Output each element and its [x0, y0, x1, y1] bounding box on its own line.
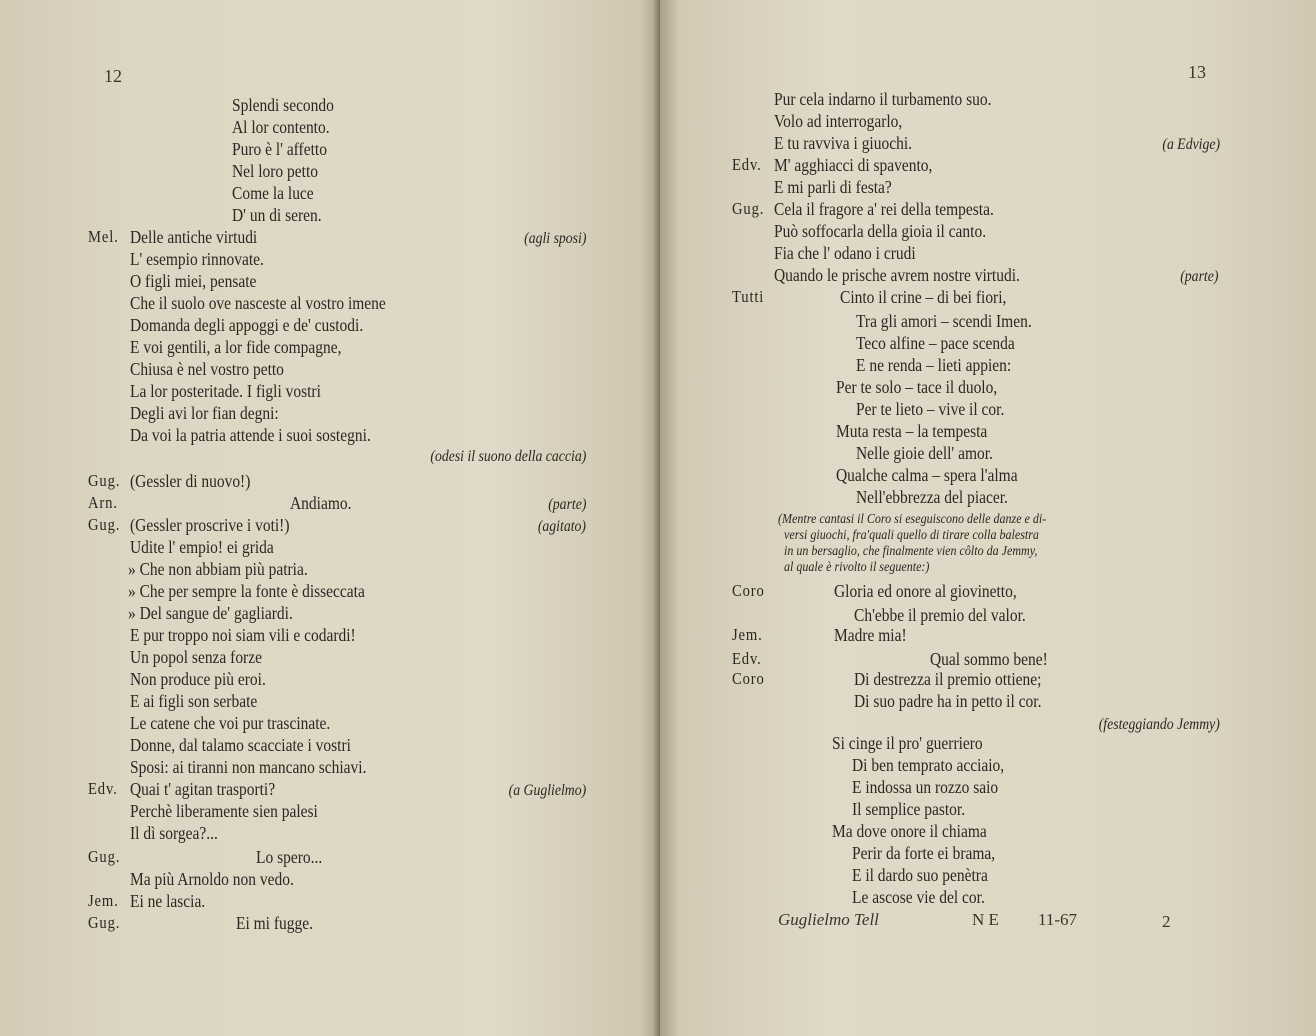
verse-line: Un popol senza forze: [130, 647, 262, 667]
verse-line: Il semplice pastor.: [852, 799, 966, 819]
verse-line: Di suo padre ha in petto il cor.: [854, 691, 1042, 711]
verse-line: Puro è l' affetto: [232, 139, 327, 159]
verse-line: Come la luce: [232, 183, 314, 203]
verse-line: Gloria ed onore al giovinetto,: [834, 581, 1017, 601]
verse-line: E mi parli di festa?: [774, 177, 892, 197]
verse-line: Nell'ebbrezza del piacer.: [856, 487, 1008, 507]
verse-line: (Gessler proscrive i voti!): [130, 515, 290, 535]
stage-direction-line: (Mentre cantasi il Coro si eseguiscono delle danze e di-: [778, 512, 1047, 527]
speaker-label: Tutti: [732, 287, 765, 306]
verse-line: Ei ne lascia.: [130, 891, 206, 911]
verse-line: Nel loro petto: [232, 161, 318, 181]
verse-line: Donne, dal talamo scacciate i vostri: [130, 735, 351, 755]
verse-line: Le ascose vie del cor.: [852, 887, 985, 907]
speaker-label: Jem.: [88, 891, 119, 910]
verse-line: Non produce più eroi.: [130, 669, 266, 689]
speaker-label: Edv.: [732, 155, 762, 174]
verse-line: » Che per sempre la fonte è disseccata: [128, 581, 365, 601]
footer-code: N E: [972, 910, 999, 929]
verse-line: » Che non abbiam più patria.: [128, 559, 308, 579]
verse-line: O figli miei, pensate: [130, 271, 257, 291]
verse-line: Volo ad interrogarlo,: [774, 111, 903, 131]
speaker-label: Gug.: [88, 515, 121, 534]
speaker-label: Coro: [732, 581, 765, 600]
speaker-label: Gug.: [88, 847, 121, 866]
verse-line: Cinto il crine – di bei fiori,: [840, 287, 1007, 307]
stage-direction: (a Edvige): [1162, 136, 1220, 153]
verse-line: Ei mi fugge.: [236, 913, 313, 933]
verse-line: Muta resta – la tempesta: [836, 421, 988, 441]
verse-line: Di ben temprato acciaio,: [852, 755, 1005, 775]
stage-direction-line: in un bersaglio, che finalmente vien côlto da Jemmy,: [784, 544, 1038, 559]
stage-direction: (agitato): [537, 518, 586, 535]
verse-line: (Gessler di nuovo!): [130, 471, 251, 491]
verse-line: Ch'ebbe il premio del valor.: [854, 605, 1026, 625]
verse-line: Per te lieto – vive il cor.: [856, 399, 1005, 419]
speaker-label: Gug.: [88, 471, 121, 490]
footer-number: 11-67: [1038, 910, 1078, 929]
speaker-label: Coro: [732, 669, 765, 688]
stage-direction: (parte): [1179, 268, 1218, 285]
verse-line: Può soffocarla della gioia il canto.: [774, 221, 987, 241]
stage-direction: (parte): [547, 496, 586, 513]
verse-line: E ai figli son serbate: [130, 691, 258, 711]
verse-line: E ne renda – lieti appien:: [856, 355, 1012, 375]
verse-line: Perir da forte ei brama,: [852, 843, 996, 863]
stage-direction: (agli sposi): [523, 230, 586, 247]
verse-line: E indossa un rozzo saio: [852, 777, 999, 797]
speaker-label: Arn.: [88, 493, 118, 512]
verse-line: M' agghiacci di spavento,: [774, 155, 933, 175]
verse-line: Delle antiche virtudi: [130, 227, 258, 247]
verse-line: Teco alfine – pace scenda: [856, 333, 1015, 353]
verse-line: Quando le prische avrem nostre virtudi.: [774, 265, 1020, 285]
page-number: 13: [1188, 62, 1206, 82]
verse-line: Splendi secondo: [232, 95, 334, 115]
verse-line: Qual sommo bene!: [930, 649, 1048, 669]
verse-line: Lo spero...: [256, 847, 323, 867]
verse-line: Che il suolo ove nasceste al vostro imene: [130, 293, 386, 313]
verse-line: Il dì sorgea?...: [130, 823, 218, 843]
speaker-label: Jem.: [732, 625, 763, 644]
stage-direction-line: versi giuochi, fra'quali quello di tirare colla balestra: [784, 528, 1039, 543]
footer-signature: 2: [1162, 912, 1171, 931]
verse-line: Ma dove onore il chiama: [832, 821, 987, 841]
verse-line: Andiamo.: [290, 493, 352, 513]
verse-line: Madre mia!: [834, 625, 907, 645]
verse-line: Domanda degli appoggi e de' custodi.: [130, 315, 364, 335]
stage-direction: (a Guglielmo): [508, 782, 586, 799]
verse-line: » Del sangue de' gagliardi.: [128, 603, 293, 623]
right-page: [660, 0, 1316, 1036]
verse-line: Perchè liberamente sien palesi: [130, 801, 318, 821]
footer-title: Guglielmo Tell: [778, 910, 879, 929]
stage-direction-line: al quale è rivolto il seguente:): [784, 560, 930, 575]
verse-line: D' un di seren.: [232, 205, 322, 225]
stage-direction: (odesi il suono della caccia): [430, 448, 586, 465]
verse-line: Di destrezza il premio ottiene;: [854, 669, 1042, 689]
speaker-label: Gug.: [88, 913, 121, 932]
verse-line: Per te solo – tace il duolo,: [836, 377, 998, 397]
verse-line: Le catene che voi pur trascinate.: [130, 713, 331, 733]
verse-line: Pur cela indarno il turbamento suo.: [774, 89, 992, 109]
page-number: 12: [104, 66, 122, 86]
verse-line: Ma più Arnoldo non vedo.: [130, 869, 294, 889]
verse-line: Cela il fragore a' rei della tempesta.: [774, 199, 994, 219]
verse-line: E il dardo suo penètra: [852, 865, 988, 885]
speaker-label: Gug.: [732, 199, 765, 218]
verse-line: Degli avi lor fian degni:: [130, 403, 279, 423]
stage-direction: (festeggiando Jemmy): [1098, 716, 1220, 733]
verse-line: Fia che l' odano i crudi: [774, 243, 916, 263]
speaker-label: Edv.: [88, 779, 118, 798]
verse-line: Udite l' empio! ei grida: [130, 537, 274, 557]
verse-line: E pur troppo noi siam vili e codardi!: [130, 625, 356, 645]
verse-line: L' esempio rinnovate.: [130, 249, 264, 269]
verse-line: E tu ravviva i giuochi.: [774, 133, 913, 153]
verse-line: La lor posteritade. I figli vostri: [130, 381, 321, 401]
verse-line: Tra gli amori – scendi Imen.: [856, 311, 1032, 331]
verse-line: Si cinge il pro' guerriero: [832, 733, 983, 753]
verse-line: E voi gentili, a lor fide compagne,: [130, 337, 342, 357]
verse-line: Nelle gioie dell' amor.: [856, 443, 993, 463]
verse-line: Quai t' agitan trasporti?: [130, 779, 276, 799]
verse-line: Da voi la patria attende i suoi sostegni.: [130, 425, 371, 445]
verse-line: Sposi: ai tiranni non mancano schiavi.: [130, 757, 367, 777]
verse-line: Qualche calma – spera l'alma: [836, 465, 1018, 485]
verse-line: Al lor contento.: [232, 117, 330, 137]
verse-line: Chiusa è nel vostro petto: [130, 359, 284, 379]
speaker-label: Mel.: [88, 227, 119, 246]
speaker-label: Edv.: [732, 649, 762, 668]
